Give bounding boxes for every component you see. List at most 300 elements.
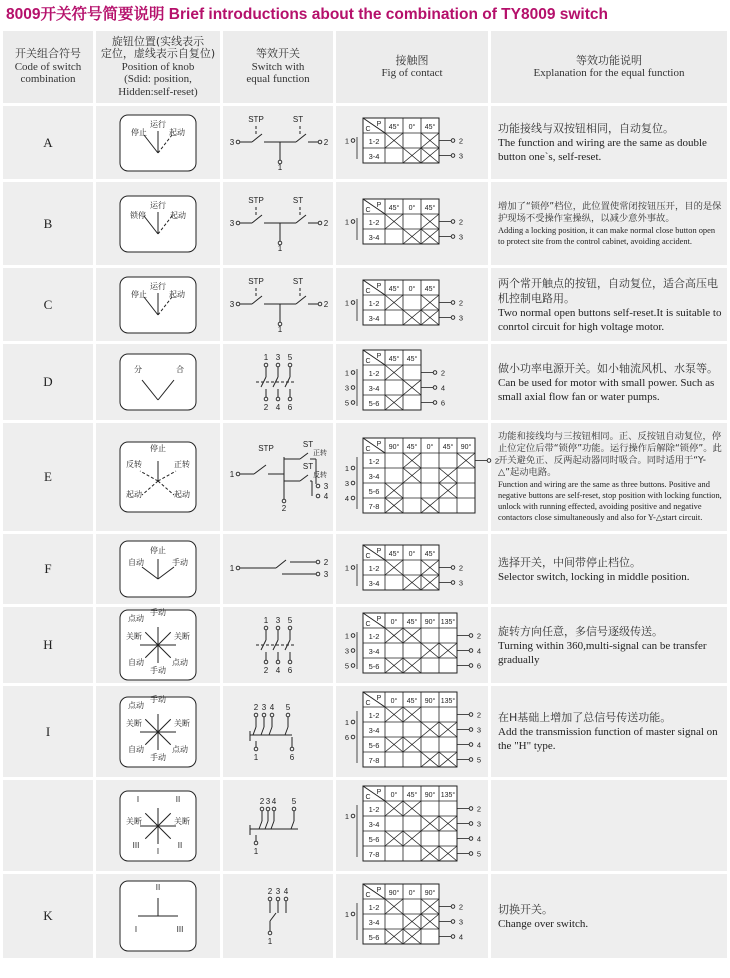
terminal-dot bbox=[270, 713, 274, 717]
contact-c-label: C bbox=[365, 892, 371, 899]
terminal-dot bbox=[282, 499, 286, 503]
contact-cell bbox=[336, 268, 488, 341]
equivalent-switch-diagram bbox=[226, 701, 330, 763]
combination-code: E bbox=[3, 423, 93, 531]
terminal-dot bbox=[236, 302, 240, 306]
terminal-dot bbox=[469, 852, 473, 856]
terminal-dot bbox=[451, 565, 455, 569]
terminal-dot bbox=[264, 660, 268, 664]
angle-label: 0° bbox=[390, 698, 398, 705]
terminal-dot bbox=[236, 140, 240, 144]
explanation-zh: 两个常开触点的按钮，自动复位，适合高压电机控制电路用。 bbox=[498, 276, 718, 305]
angle-label: 0° bbox=[408, 205, 416, 212]
terminal-dot bbox=[268, 931, 272, 935]
combination-row bbox=[3, 268, 727, 341]
knob-cell bbox=[96, 423, 220, 531]
terminal-dot bbox=[316, 572, 320, 576]
switch-cell bbox=[223, 874, 333, 958]
terminal-dot bbox=[451, 920, 455, 924]
terminal-label: 3 bbox=[344, 478, 350, 488]
contact-diagram bbox=[337, 193, 487, 254]
terminal-dot bbox=[266, 807, 270, 811]
angle-label: 90° bbox=[388, 890, 400, 897]
contact-row-label: 1-2 bbox=[368, 711, 380, 720]
contact-c-label: C bbox=[365, 621, 371, 628]
stroke bbox=[271, 821, 274, 829]
terminal-label: 3 bbox=[229, 299, 235, 309]
contact-diagram bbox=[337, 432, 500, 523]
contact-row-label: 1-2 bbox=[368, 218, 380, 227]
terminal-dot bbox=[469, 743, 473, 747]
switch-label: STP bbox=[258, 444, 274, 453]
terminal-label: 2 bbox=[458, 563, 464, 572]
explanation-en: Function and wiring are the same as three buttons. Positive and negative buttons are self-reset, stop position with locking function, unlock with running effected, avoiding positive and negative contactors close simultaneously and also for Y-△start circuit. bbox=[498, 480, 722, 522]
terminal-label: 3 bbox=[265, 796, 271, 806]
terminal-label: 3 bbox=[275, 616, 281, 625]
terminal-label: 4 bbox=[476, 740, 482, 750]
angle-label: 45° bbox=[406, 443, 418, 451]
contact-c-label: C bbox=[365, 358, 371, 365]
angle-label: 0° bbox=[390, 792, 398, 799]
contact-cell bbox=[336, 182, 488, 265]
explanation-zh: 功能和接线均与三按钮相同。正、反按钮自动复位，停止位定位后带“锁停”功能。运行操作后解除“锁停”。此开关避免正、反两起动器同时吸合。同时适用于“Y-△”起动电路。 bbox=[498, 431, 722, 478]
terminal-label: 2 bbox=[323, 218, 329, 228]
terminal-label: 6 bbox=[289, 752, 295, 762]
terminal-label: 1 bbox=[344, 812, 350, 821]
knob-cell bbox=[96, 268, 220, 341]
explanation-zh: 做小功率电源开关。如小轴流风机、水泵等。 bbox=[498, 361, 718, 375]
explanation-zh: 在H基础上增加了总信号传送功能。 bbox=[498, 711, 672, 724]
terminal-dot bbox=[264, 626, 268, 630]
terminal-dot bbox=[351, 386, 355, 390]
terminal-label: 6 bbox=[344, 733, 350, 742]
terminal-label: 1 bbox=[344, 298, 350, 308]
terminal-dot bbox=[290, 747, 294, 751]
combination-row bbox=[3, 106, 727, 179]
stroke bbox=[254, 465, 266, 474]
angle-label: 0° bbox=[408, 550, 416, 558]
knob-position-diagram bbox=[118, 789, 198, 863]
knob-label: 停止 bbox=[131, 127, 147, 137]
angle-label: 45° bbox=[406, 792, 418, 799]
contact-row-label: 3-4 bbox=[368, 314, 380, 323]
contact-row-label: 5-6 bbox=[368, 933, 380, 942]
stroke bbox=[265, 821, 268, 829]
terminal-dot bbox=[284, 897, 288, 901]
terminal-dot bbox=[469, 807, 473, 811]
contact-c-label: C bbox=[365, 445, 371, 453]
terminal-dot bbox=[276, 626, 280, 630]
switch-label: ST bbox=[292, 276, 304, 286]
terminal-dot bbox=[276, 397, 280, 401]
knob-label: III bbox=[176, 925, 184, 934]
angle-label: 0° bbox=[408, 890, 416, 897]
angle-label: 45° bbox=[388, 205, 400, 212]
terminal-label: 1 bbox=[253, 846, 259, 856]
terminal-dot bbox=[288, 363, 292, 367]
knob-label: 自动 bbox=[128, 744, 144, 754]
contact-row-label: 7-8 bbox=[368, 850, 380, 859]
terminal-dot bbox=[351, 912, 355, 916]
terminal-dot bbox=[318, 221, 322, 225]
contact-diagram bbox=[337, 274, 487, 335]
combination-row bbox=[3, 344, 727, 420]
equivalent-switch-diagram bbox=[226, 614, 330, 676]
combination-code: F bbox=[3, 534, 93, 604]
explanation-en: Two normal open buttons self-reset.It is suitable to conrtol circuit for high voltage motor. bbox=[498, 306, 722, 333]
angle-label: 45° bbox=[388, 286, 400, 293]
contact-row-label: 1-2 bbox=[368, 369, 380, 378]
knob-label: 停止 bbox=[131, 289, 147, 299]
terminal-dot bbox=[451, 580, 455, 584]
terminal-dot bbox=[469, 713, 473, 717]
switch-cell bbox=[223, 106, 333, 179]
terminal-dot bbox=[351, 649, 355, 653]
contact-row-label: 1-2 bbox=[368, 456, 380, 466]
knob-label: 起动 bbox=[169, 127, 185, 137]
terminal-dot bbox=[236, 566, 240, 570]
terminal-dot bbox=[351, 220, 355, 224]
equivalent-switch-diagram bbox=[226, 193, 330, 255]
knob-label: 手动 bbox=[150, 694, 166, 704]
terminal-label: 2 bbox=[323, 558, 329, 567]
terminal-label: 6 bbox=[287, 403, 293, 412]
angle-label: 45° bbox=[406, 698, 418, 705]
terminal-dot bbox=[451, 139, 455, 143]
terminal-label: 3 bbox=[458, 313, 464, 323]
angle-label: 45° bbox=[424, 124, 436, 131]
terminal-label: 1 bbox=[344, 631, 350, 641]
stroke bbox=[252, 134, 262, 142]
terminal-dot bbox=[351, 814, 355, 818]
knob-cell bbox=[96, 534, 220, 604]
terminal-label: 5 bbox=[287, 353, 293, 362]
angle-label: 45° bbox=[406, 619, 418, 626]
terminal-label: 1 bbox=[344, 217, 350, 227]
explanation-cell bbox=[491, 874, 727, 958]
knob-label: 锁停 bbox=[130, 210, 146, 220]
angle-label: 0° bbox=[426, 443, 434, 451]
terminal-label: 2 bbox=[263, 666, 269, 675]
equivalent-switch-diagram bbox=[226, 274, 330, 336]
angle-label: 45° bbox=[424, 286, 436, 293]
knob-position-diagram bbox=[118, 608, 198, 682]
terminal-label: 1 bbox=[344, 910, 350, 919]
contact-diagram bbox=[337, 112, 487, 173]
switch-label: 反转 bbox=[313, 472, 327, 479]
terminal-label: 6 bbox=[476, 661, 482, 671]
switch-label: STP bbox=[248, 276, 264, 286]
equivalent-switch-diagram bbox=[226, 437, 330, 517]
combination-code: B bbox=[3, 182, 93, 265]
switch-cell bbox=[223, 344, 333, 420]
contact-row-label: 3-4 bbox=[368, 820, 380, 829]
contact-row-label: 5-6 bbox=[368, 486, 380, 496]
knob-label: 运行 bbox=[150, 281, 166, 291]
terminal-label: 4 bbox=[440, 383, 446, 393]
stroke bbox=[270, 913, 276, 921]
switch-cell bbox=[223, 182, 333, 265]
knob-cell bbox=[96, 106, 220, 179]
angle-label: 90° bbox=[424, 890, 436, 897]
terminal-dot bbox=[351, 735, 355, 739]
equivalent-switch-diagram bbox=[226, 351, 330, 413]
terminal-label: 3 bbox=[344, 646, 350, 656]
equivalent-switch-diagram bbox=[226, 795, 330, 857]
terminal-label: 4 bbox=[476, 646, 482, 656]
terminal-dot bbox=[236, 472, 240, 476]
combination-row bbox=[3, 607, 727, 683]
contact-row-label: 5-6 bbox=[368, 835, 380, 844]
knob-position-diagram bbox=[118, 879, 198, 953]
explanation-en: Turning within 360,multi-signal can be transfer gradually bbox=[498, 639, 707, 666]
terminal-dot bbox=[286, 713, 290, 717]
terminal-dot bbox=[351, 401, 355, 405]
contact-row-label: 1-2 bbox=[368, 563, 380, 573]
terminal-dot bbox=[318, 302, 322, 306]
explanation-cell bbox=[491, 780, 727, 871]
angle-label: 135° bbox=[440, 698, 456, 705]
contact-row-label: 1-2 bbox=[368, 805, 380, 814]
stroke bbox=[252, 215, 262, 223]
angle-label: 90° bbox=[424, 698, 436, 705]
combination-code: A bbox=[3, 106, 93, 179]
terminal-dot bbox=[469, 758, 473, 762]
terminal-label: 1 bbox=[229, 470, 235, 479]
knob-label: 反转 bbox=[126, 460, 142, 469]
terminal-dot bbox=[254, 713, 258, 717]
combination-code: K bbox=[3, 874, 93, 958]
terminal-dot bbox=[451, 935, 455, 939]
knob-label: 手动 bbox=[150, 666, 166, 675]
terminal-dot bbox=[276, 897, 280, 901]
switch-label: ST bbox=[302, 440, 314, 449]
terminal-label: 3 bbox=[323, 482, 329, 491]
knob-label: 起动 bbox=[170, 210, 186, 220]
terminal-label: 2 bbox=[458, 217, 464, 227]
terminal-dot bbox=[351, 139, 355, 143]
contact-c-label: C bbox=[365, 288, 371, 295]
terminal-label: 3 bbox=[458, 151, 464, 161]
header-explanation: 等效功能说明 Explanation for the equal function bbox=[491, 31, 727, 103]
explanation-zh: 旋转方向任意，多信号逐级传送。 bbox=[498, 624, 663, 638]
contact-row-label: 7-8 bbox=[368, 501, 380, 511]
contact-cell bbox=[336, 780, 488, 871]
terminal-label: 2 bbox=[476, 710, 482, 720]
terminal-label: 2 bbox=[263, 403, 269, 412]
combination-row bbox=[3, 686, 727, 777]
terminal-dot bbox=[451, 220, 455, 224]
contact-p-label: P bbox=[376, 440, 382, 448]
knob-label: 点动 bbox=[128, 700, 144, 710]
contact-row-label: 1-2 bbox=[368, 137, 380, 146]
stroke bbox=[296, 215, 306, 223]
combination-code: H bbox=[3, 607, 93, 683]
knob-label: 关断 bbox=[126, 632, 142, 641]
terminal-label: 1 bbox=[277, 162, 283, 172]
knob-label: 手动 bbox=[150, 752, 166, 762]
angle-label: 90° bbox=[460, 443, 472, 451]
header-code: 开关组合符号 Code of switch combination bbox=[3, 31, 93, 103]
contact-p-label: P bbox=[376, 616, 382, 623]
terminal-label: 3 bbox=[344, 383, 350, 393]
explanation-cell bbox=[491, 534, 727, 604]
terminal-label: 2 bbox=[458, 136, 464, 146]
terminal-label: 5 bbox=[476, 849, 482, 859]
stroke bbox=[296, 296, 306, 304]
knob-label: 自动 bbox=[128, 658, 144, 667]
terminal-dot bbox=[451, 154, 455, 158]
terminal-dot bbox=[351, 481, 355, 485]
knob-cell bbox=[96, 344, 220, 420]
knob-label: 停止 bbox=[150, 546, 166, 555]
terminal-label: 6 bbox=[440, 398, 446, 408]
contact-row-label: 1-2 bbox=[368, 903, 380, 912]
terminal-label: 5 bbox=[476, 755, 482, 765]
terminal-label: 3 bbox=[458, 578, 464, 587]
explanation-cell bbox=[491, 106, 727, 179]
contact-cell bbox=[336, 344, 488, 420]
terminal-dot bbox=[316, 494, 320, 498]
knob-label: 合 bbox=[176, 365, 184, 374]
stroke bbox=[285, 727, 288, 735]
angle-label: 0° bbox=[390, 619, 398, 626]
contact-cell bbox=[336, 106, 488, 179]
header-knob: 旋钮位置(实线表示 定位，虚线表示自复位) Position of knob (Sdid: position, Hidden:self-reset) bbox=[96, 31, 220, 103]
contact-c-label: C bbox=[365, 207, 371, 214]
terminal-dot bbox=[351, 634, 355, 638]
stroke bbox=[296, 134, 306, 142]
terminal-dot bbox=[469, 634, 473, 638]
angle-label: 135° bbox=[440, 792, 456, 799]
contact-row-label: 3-4 bbox=[368, 578, 380, 588]
terminal-dot bbox=[260, 807, 264, 811]
knob-label: 手动 bbox=[172, 558, 188, 567]
knob-label: 关断 bbox=[126, 718, 142, 728]
terminal-label: 1 bbox=[344, 463, 350, 473]
angle-label: 45° bbox=[424, 205, 436, 212]
explanation-cell bbox=[491, 423, 727, 531]
terminal-label: 5 bbox=[291, 796, 297, 806]
terminal-label: 4 bbox=[344, 493, 350, 503]
explanation-zh: 增加了“锁停”档位，此位置使常闭按钮压开，目的是保护现场不受操作室操纵，以减少意外事故。 bbox=[498, 200, 722, 224]
knob-label: 点动 bbox=[172, 744, 188, 754]
contact-row-label: 5-6 bbox=[368, 399, 380, 408]
knob-position-diagram bbox=[118, 539, 198, 599]
terminal-label: 2 bbox=[253, 702, 259, 712]
contact-diagram bbox=[337, 607, 487, 683]
terminal-label: 4 bbox=[323, 492, 329, 501]
terminal-label: 4 bbox=[458, 932, 464, 942]
angle-label: 45° bbox=[388, 356, 400, 363]
terminal-label: 4 bbox=[275, 666, 281, 675]
terminal-dot bbox=[262, 713, 266, 717]
combination-row bbox=[3, 423, 727, 531]
terminal-label: 4 bbox=[269, 702, 275, 712]
terminal-label: 1 bbox=[277, 243, 283, 253]
terminal-label: 1 bbox=[263, 353, 269, 362]
terminal-label: 3 bbox=[476, 725, 482, 735]
terminal-label: 3 bbox=[261, 702, 267, 712]
contact-diagram bbox=[337, 344, 487, 420]
terminal-dot bbox=[288, 660, 292, 664]
terminal-dot bbox=[264, 363, 268, 367]
terminal-dot bbox=[469, 649, 473, 653]
knob-frame bbox=[120, 354, 196, 410]
equivalent-switch-diagram bbox=[226, 112, 330, 174]
terminal-label: 3 bbox=[323, 570, 329, 579]
contact-diagram bbox=[337, 878, 487, 954]
switch-cell bbox=[223, 423, 333, 531]
terminal-label: 4 bbox=[275, 403, 281, 412]
terminal-dot bbox=[264, 397, 268, 401]
contact-cell bbox=[336, 607, 488, 683]
contact-row-label: 3-4 bbox=[368, 152, 380, 161]
terminal-label: 2 bbox=[323, 137, 329, 147]
header-switch: 等效开关 Switch with equal function bbox=[223, 31, 333, 103]
terminal-dot bbox=[351, 565, 355, 569]
contact-p-label: P bbox=[376, 887, 382, 894]
terminal-dot bbox=[236, 221, 240, 225]
switch-cell bbox=[223, 780, 333, 871]
terminal-label: 2 bbox=[458, 298, 464, 308]
terminal-label: 3 bbox=[229, 137, 235, 147]
stroke bbox=[300, 453, 308, 459]
contact-cell bbox=[336, 534, 488, 604]
terminal-dot bbox=[351, 664, 355, 668]
switch-label: STP bbox=[248, 114, 264, 124]
contact-row-label: 3-4 bbox=[368, 918, 380, 927]
terminal-label: 5 bbox=[344, 398, 350, 408]
terminal-label: 3 bbox=[476, 819, 482, 829]
knob-position-diagram bbox=[118, 352, 198, 412]
combination-code: C bbox=[3, 268, 93, 341]
terminal-dot bbox=[433, 386, 437, 390]
terminal-dot bbox=[469, 664, 473, 668]
combination-code bbox=[3, 780, 93, 871]
switch-label: STP bbox=[248, 195, 264, 205]
combination-code: I bbox=[3, 686, 93, 777]
terminal-label: 2 bbox=[440, 368, 446, 378]
terminal-label: 5 bbox=[344, 661, 350, 671]
angle-label: 135° bbox=[440, 619, 456, 626]
explanation-zh: 选择开关，中间带停止档位。 bbox=[498, 555, 641, 569]
terminal-label: 2 bbox=[267, 887, 273, 896]
terminal-dot bbox=[351, 466, 355, 470]
terminal-label: 1 bbox=[344, 368, 350, 378]
stroke bbox=[261, 727, 264, 735]
explanation-cell bbox=[491, 344, 727, 420]
terminal-dot bbox=[254, 747, 258, 751]
header-contact: 接触图 Fig of contact bbox=[336, 31, 488, 103]
switch-cell bbox=[223, 268, 333, 341]
knob-label: 关断 bbox=[126, 816, 142, 826]
terminal-dot bbox=[451, 316, 455, 320]
terminal-dot bbox=[292, 807, 296, 811]
knob-cell bbox=[96, 780, 220, 871]
equivalent-switch-diagram bbox=[226, 885, 330, 947]
knob-label: 起动 bbox=[126, 490, 142, 499]
terminal-dot bbox=[469, 728, 473, 732]
explanation-cell bbox=[491, 607, 727, 683]
switch-label: ST bbox=[302, 462, 314, 471]
terminal-dot bbox=[316, 484, 320, 488]
stroke bbox=[276, 560, 286, 568]
contact-cell bbox=[336, 874, 488, 958]
terminal-label: 2 bbox=[476, 631, 482, 641]
knob-position-diagram bbox=[118, 194, 198, 254]
contact-diagram bbox=[337, 686, 487, 777]
